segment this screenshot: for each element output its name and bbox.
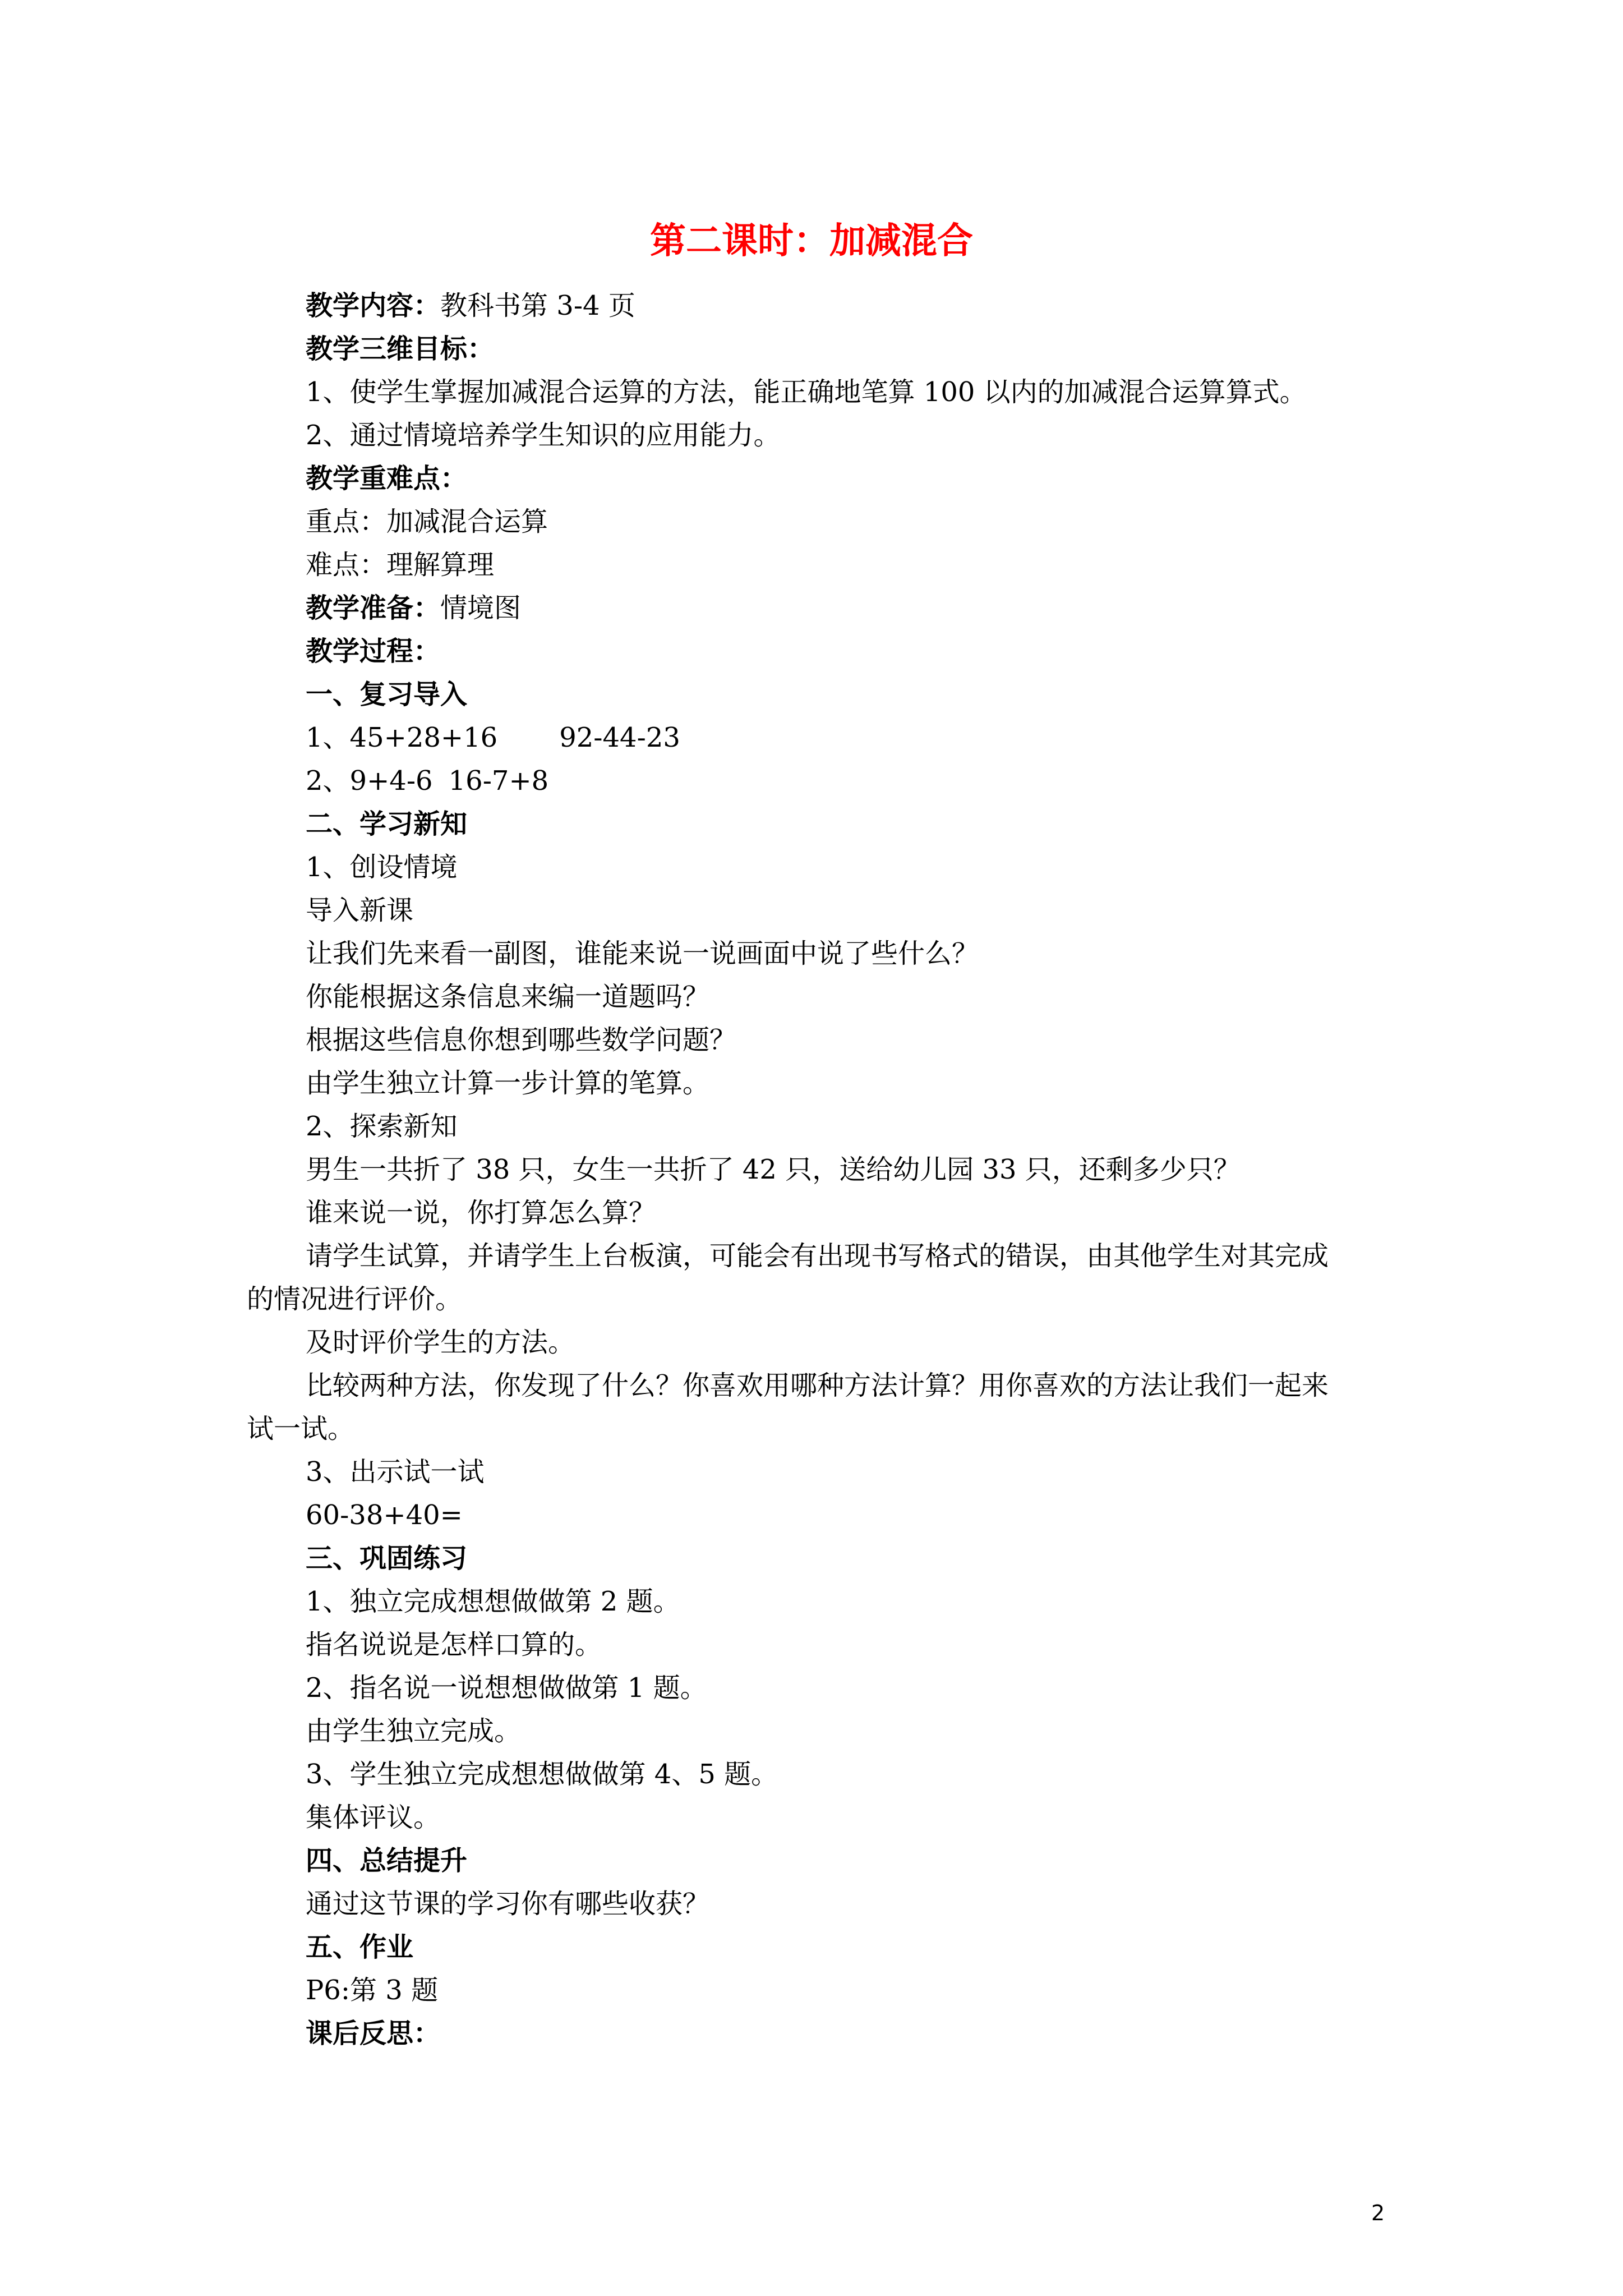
section-5-heading: 五、作业 [306, 1931, 414, 1963]
homework-line: P6:第 3 题 [306, 1975, 439, 2006]
new-2-line-1: 男生一共折了 38 只，女生一共折了 42 只，送给幼儿园 33 只，还剩多少只？ [306, 1154, 1241, 1185]
practice-2-note: 由学生独立完成。 [306, 1715, 522, 1747]
teaching-content-value: 教科书第 3-4 页 [440, 290, 635, 321]
review-2-b: 16-7+8 [448, 765, 549, 797]
new-2-line-3a: 请学生试算，并请学生上台板演，可能会有出现书写格式的错误，由其他学生对其完成 [306, 1240, 1329, 1272]
page-title: 第二课时：加减混合 [650, 220, 973, 262]
preparation-line [247, 587, 1402, 630]
section-2-heading: 二、学习新知 [306, 808, 468, 840]
review-line-2 [247, 760, 1402, 803]
preparation-label: 教学准备： [306, 592, 441, 624]
section-4-heading: 四、总结提升 [306, 1845, 468, 1876]
objectives-heading: 教学三维目标： [306, 333, 495, 365]
section-1-heading: 一、复习导入 [306, 679, 468, 710]
practice-1: 1、独立完成想想做做第 2 题。 [306, 1586, 680, 1617]
review-2-a: 2、9+4-6 [306, 765, 433, 797]
new-1-line-2: 让我们先来看一副图，谁能来说一说画面中说了些什么？ [306, 938, 979, 969]
summary-line: 通过这节课的学习你有哪些收获？ [306, 1888, 710, 1920]
new-1-line-1: 导入新课 [306, 895, 414, 926]
new-2-line-5a: 比较两种方法，你发现了什么？你喜欢用哪种方法计算？用你喜欢的方法让我们一起来 [306, 1370, 1329, 1401]
objective-2: 2、通过情境培养学生知识的应用能力。 [306, 420, 781, 451]
review-1-b: 92-44-23 [559, 722, 680, 753]
new-1-line-5: 由学生独立计算一步计算的笔算。 [306, 1068, 710, 1099]
lesson-plan-body [247, 284, 1402, 2055]
section-3-heading: 三、巩固练习 [306, 1543, 468, 1574]
difficult-point: 难点：理解算理 [306, 549, 495, 581]
new-3-line-1: 60-38+40= [306, 1499, 463, 1531]
new-3-heading: 3、出示试一试 [306, 1456, 485, 1488]
practice-1-note: 指名说说是怎样口算的。 [306, 1629, 602, 1660]
key-point: 重点：加减混合运算 [306, 506, 548, 537]
new-2-line-2: 谁来说一说，你打算怎么算？ [306, 1197, 656, 1228]
review-line-1 [247, 716, 1402, 760]
preparation-value: 情境图 [440, 592, 522, 624]
objective-1: 1、使学生掌握加减混合运算的方法，能正确地笔算 100 以内的加减混合运算算式。 [306, 376, 1307, 408]
key-points-heading: 教学重难点： [306, 463, 468, 494]
new-2-heading: 2、探索新知 [306, 1111, 458, 1142]
practice-2: 2、指名说一说想想做做第 1 题。 [306, 1672, 707, 1704]
reflection-heading: 课后反思： [306, 2018, 441, 2049]
new-2-line-5b: 试一试。 [247, 1413, 355, 1444]
teaching-content-label: 教学内容： [306, 290, 441, 321]
new-2-line-4: 及时评价学生的方法。 [306, 1327, 575, 1358]
new-1-heading: 1、创设情境 [306, 852, 458, 883]
new-1-line-4: 根据这些信息你想到哪些数学问题？ [306, 1024, 737, 1056]
new-2-line-3b: 的情况进行评价。 [247, 1283, 463, 1315]
practice-3: 3、学生独立完成想想做做第 4、5 题。 [306, 1759, 778, 1790]
page-number: 2 [1371, 2201, 1385, 2225]
teaching-content-line [247, 284, 1402, 328]
new-1-line-3: 你能根据这条信息来编一道题吗？ [306, 981, 710, 1013]
review-1-a: 1、45+28+16 [306, 722, 498, 753]
practice-3-note: 集体评议。 [306, 1802, 441, 1833]
process-heading: 教学过程： [306, 636, 441, 667]
